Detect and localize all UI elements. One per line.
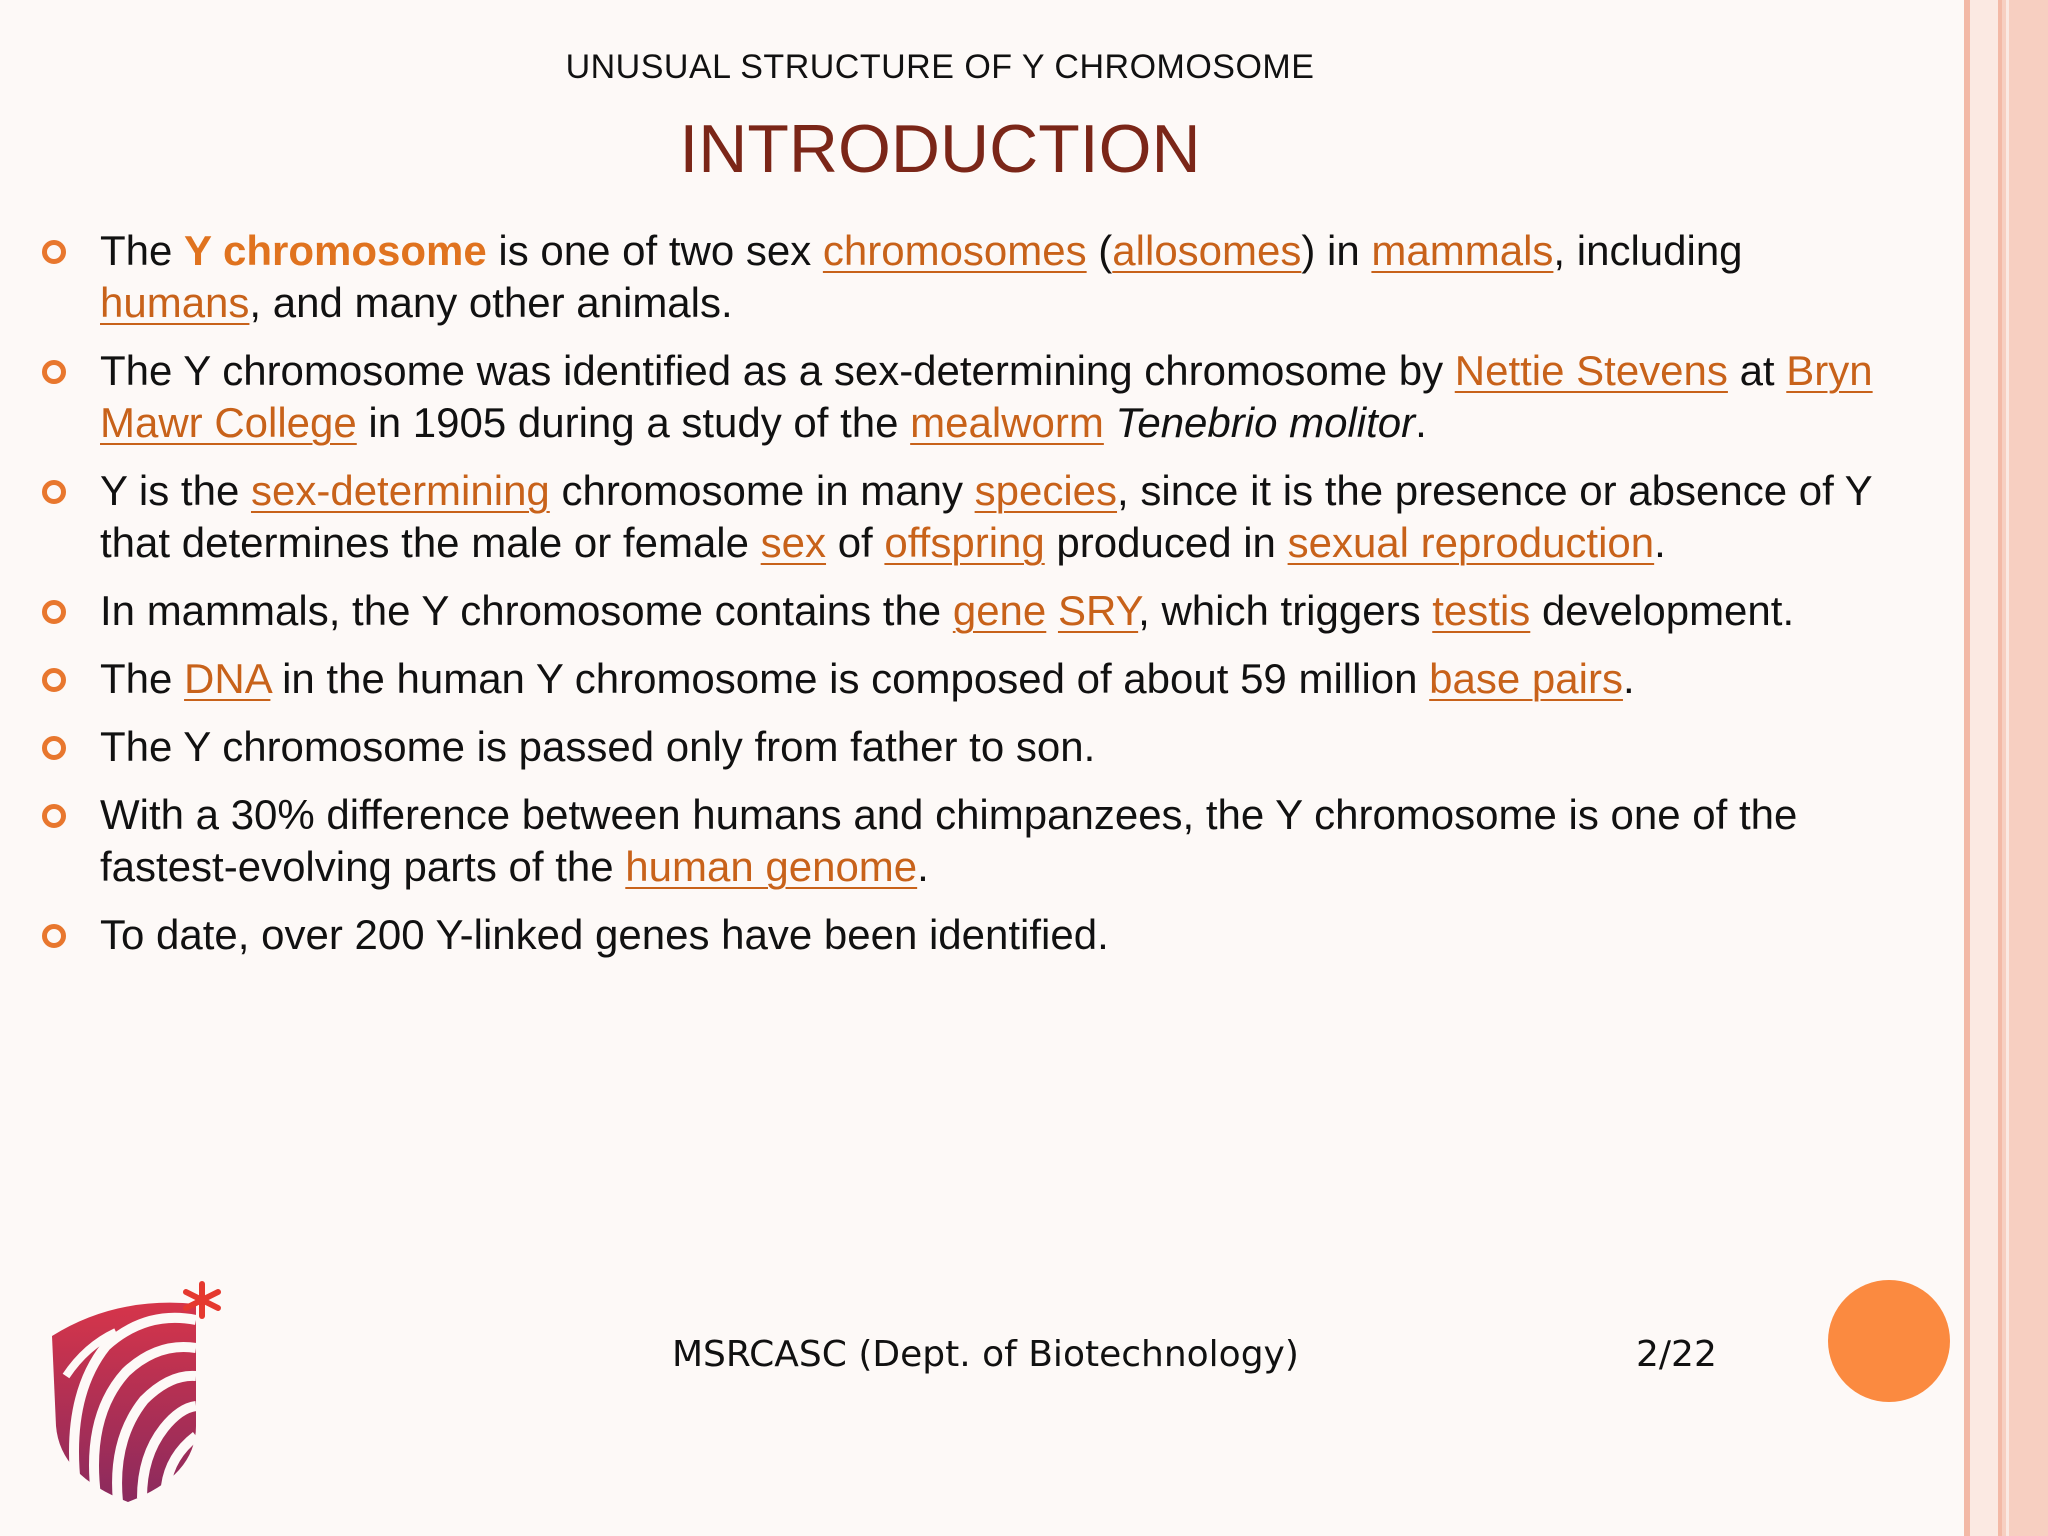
circle-bullet-icon bbox=[42, 240, 66, 264]
circle-bullet-icon bbox=[42, 804, 66, 828]
text: . bbox=[1415, 399, 1427, 446]
link-bryn-mawr-college[interactable]: Bryn Mawr College bbox=[100, 347, 1873, 446]
text: chromosome in many bbox=[549, 467, 975, 514]
circle-bullet-icon bbox=[42, 668, 66, 692]
text: , and many other animals. bbox=[249, 279, 733, 326]
circle-bullet-icon bbox=[42, 360, 66, 384]
decorative-circle bbox=[1828, 1280, 1950, 1402]
bullet-item bbox=[40, 653, 1910, 705]
page-number: 2/22 bbox=[1636, 1334, 1717, 1375]
circle-bullet-icon bbox=[42, 480, 66, 504]
text: of bbox=[826, 519, 885, 566]
border-stripe bbox=[2006, 0, 2009, 1536]
text: In mammals, the Y chromosome contains the bbox=[100, 587, 953, 634]
text: . bbox=[917, 843, 929, 890]
text: ( bbox=[1086, 227, 1113, 274]
bullet-item bbox=[40, 465, 1910, 569]
text: The bbox=[100, 655, 185, 702]
link-mealworm[interactable]: mealworm bbox=[910, 399, 1104, 446]
text: , including bbox=[1553, 227, 1743, 274]
text: . bbox=[1654, 519, 1666, 566]
link-sexual-reproduction[interactable]: sexual reproduction bbox=[1287, 519, 1655, 566]
circle-bullet-icon bbox=[42, 736, 66, 760]
border-stripe bbox=[1970, 0, 1998, 1536]
bullet-item bbox=[40, 789, 1910, 893]
bullet-list bbox=[40, 225, 1910, 977]
text: produced in bbox=[1044, 519, 1288, 566]
text: in 1905 during a study of the bbox=[356, 399, 911, 446]
bullet-item bbox=[40, 345, 1910, 449]
text bbox=[1046, 587, 1058, 634]
text bbox=[1104, 399, 1116, 446]
link-humans[interactable]: humans bbox=[100, 279, 250, 326]
text: is one of two sex bbox=[486, 227, 823, 274]
link-human-genome[interactable]: human genome bbox=[625, 843, 918, 890]
link-sex-determining[interactable]: sex-determining bbox=[250, 467, 550, 514]
link-gene[interactable]: gene bbox=[952, 587, 1047, 634]
link-testis[interactable]: testis bbox=[1432, 587, 1531, 634]
highlight-term: Y chromosome bbox=[184, 227, 487, 274]
link-dna[interactable]: DNA bbox=[184, 655, 271, 702]
text: . bbox=[1622, 655, 1635, 702]
text: at bbox=[1727, 347, 1787, 394]
link-nettie-stevens[interactable]: Nettie Stevens bbox=[1454, 347, 1728, 394]
text: in the human Y chromosome is composed of about 59 million bbox=[270, 655, 1430, 702]
bullet-item bbox=[40, 909, 1910, 961]
circle-bullet-icon bbox=[42, 600, 66, 624]
circle-bullet-icon bbox=[42, 924, 66, 948]
text: ) in bbox=[1301, 227, 1372, 274]
course-title: UNUSUAL STRUCTURE OF Y CHROMOSOME bbox=[565, 48, 1315, 86]
species-name: Tenebrio molitor bbox=[1115, 399, 1416, 446]
link-sex[interactable]: sex bbox=[760, 519, 827, 566]
text: , since it is the presence or absence of Y that determines the male or female bbox=[100, 467, 1872, 566]
text: Y is the bbox=[100, 467, 251, 514]
college-shield-logo bbox=[46, 1276, 232, 1506]
text: , which triggers bbox=[1138, 587, 1433, 634]
link-base-pairs[interactable]: base pairs bbox=[1429, 655, 1623, 702]
bullet-item bbox=[40, 585, 1910, 637]
link-sry[interactable]: SRY bbox=[1057, 587, 1139, 634]
slide-title: INTRODUCTION bbox=[679, 111, 1201, 187]
text: The Y chromosome is passed only from father to son. bbox=[100, 723, 1096, 770]
link-offspring[interactable]: offspring bbox=[884, 519, 1045, 566]
link-chromosomes[interactable]: chromosomes bbox=[822, 227, 1087, 274]
text: To date, over 200 Y-linked genes have been identified. bbox=[100, 911, 1109, 958]
link-allosomes[interactable]: allosomes bbox=[1112, 227, 1302, 274]
text: With a 30% difference between humans and chimpanzees, the Y chromosome is one of the fastest-evolving parts of the bbox=[100, 791, 1798, 890]
bullet-item bbox=[40, 225, 1910, 329]
text: The bbox=[100, 227, 185, 274]
bullet-item bbox=[40, 721, 1910, 773]
link-mammals[interactable]: mammals bbox=[1371, 227, 1554, 274]
footer-institution: MSRCASC (Dept. of Biotechnology) bbox=[672, 1334, 1299, 1375]
link-species[interactable]: species bbox=[974, 467, 1118, 514]
text: development. bbox=[1530, 587, 1795, 634]
text: The Y chromosome was identified as a sex-determining chromosome by bbox=[100, 347, 1455, 394]
